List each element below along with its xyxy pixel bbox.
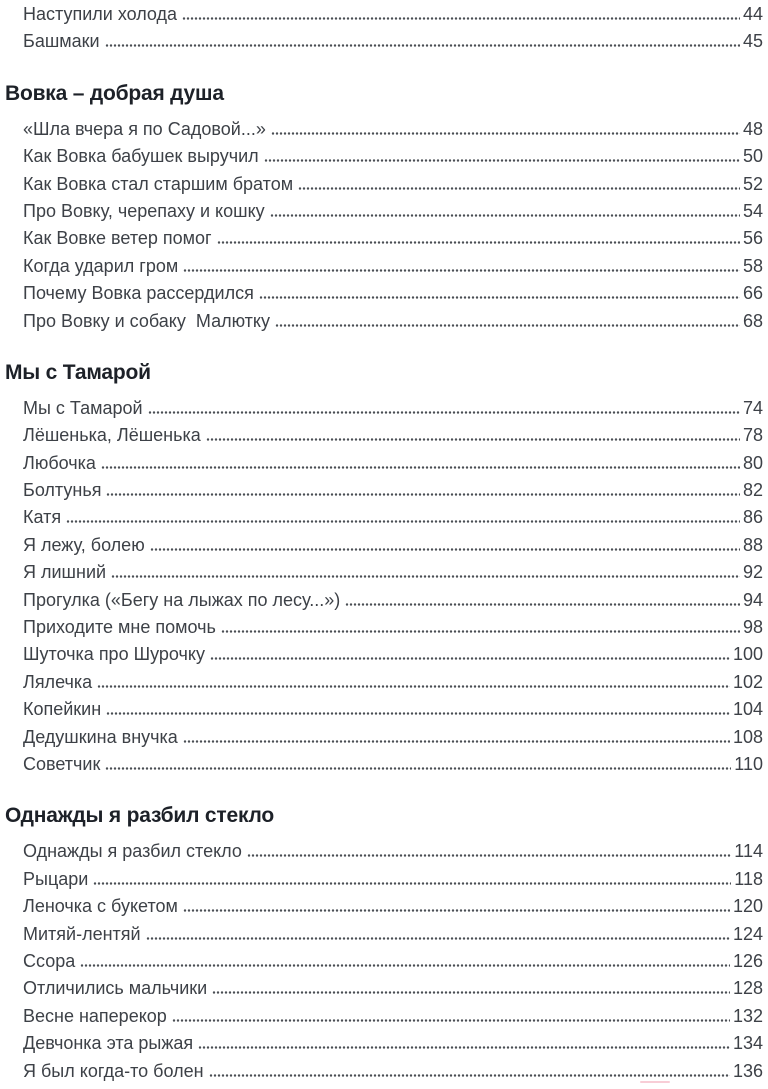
- entry-page-number: 54: [742, 200, 763, 221]
- entry-page-number: 66: [742, 283, 763, 304]
- dot-leader: [101, 466, 740, 469]
- entry-title: Башмаки: [23, 31, 100, 52]
- dot-leader: [209, 1074, 730, 1077]
- entry-title: Про Вовку и собаку Малютку: [23, 310, 271, 331]
- dot-leader: [182, 17, 740, 20]
- toc-entry: [5, 28, 763, 55]
- dot-leader: [150, 548, 740, 551]
- toc-entry: [5, 422, 763, 449]
- toc-entry: [5, 975, 763, 1002]
- entry-title: Дедушкина внучка: [23, 726, 178, 747]
- toc-entry: [5, 477, 763, 504]
- entry-title: Лёшенька, Лёшенька: [23, 425, 201, 446]
- dot-leader: [198, 1046, 730, 1049]
- entry-title: Приходите мне помочь: [23, 617, 216, 638]
- entry-title: Девчонка эта рыжая: [23, 1033, 194, 1054]
- toc-entry: [5, 171, 763, 198]
- dot-leader: [264, 159, 740, 162]
- entry-title: Рыцари: [23, 868, 89, 889]
- entry-title: Как Вовке ветер помог: [23, 228, 212, 249]
- toc-entry: [5, 504, 763, 531]
- entry-page-number: 114: [734, 841, 763, 862]
- toc-entry: [5, 253, 763, 280]
- entry-title: Лялечка: [23, 671, 93, 692]
- table-of-contents: [5, 1, 763, 1085]
- dot-leader: [275, 324, 740, 327]
- toc-entry: [5, 532, 763, 559]
- dot-leader: [183, 909, 730, 912]
- toc-entry: [5, 450, 763, 477]
- dot-leader: [221, 630, 740, 633]
- toc-entry: [5, 395, 763, 422]
- entry-page-number: 94: [742, 589, 763, 610]
- entry-page-number: 134: [732, 1033, 763, 1054]
- entry-title: Я лишний: [23, 562, 107, 583]
- dot-leader: [206, 438, 740, 441]
- entry-title: Отличились мальчики: [23, 978, 208, 999]
- entry-page-number: 56: [742, 228, 763, 249]
- toc-entry: [5, 893, 763, 920]
- entry-title: Весне наперекор: [23, 1005, 167, 1026]
- dot-leader: [93, 882, 731, 885]
- entry-page-number: 44: [742, 4, 763, 24]
- dot-leader: [105, 44, 740, 47]
- toc-section: [5, 1, 763, 56]
- entry-title: «Шла вчера я по Садовой...»: [23, 118, 266, 139]
- toc-entry: [5, 948, 763, 975]
- dot-leader: [148, 411, 740, 414]
- entry-title: Как Вовка бабушек выручил: [23, 146, 259, 167]
- entry-page-number: 80: [742, 452, 763, 473]
- entry-title: Я лежу, болею: [23, 534, 145, 555]
- section-heading: Мы с Тамарой: [5, 360, 151, 384]
- dot-leader: [66, 520, 740, 523]
- dot-leader: [80, 964, 730, 967]
- entry-page-number: 100: [732, 644, 763, 665]
- toc-entry: [5, 198, 763, 225]
- entry-page-number: 136: [732, 1060, 763, 1081]
- dot-leader: [106, 493, 740, 496]
- entry-title: Наступили холода: [23, 4, 178, 24]
- toc-entry: [5, 1030, 763, 1057]
- entry-title: Советчик: [23, 753, 101, 774]
- entry-title: Однажды я разбил стекло: [23, 841, 242, 862]
- entry-title: Катя: [23, 507, 62, 528]
- section-entries: [5, 1, 763, 56]
- entry-page-number: 68: [742, 310, 763, 331]
- entry-page-number: 82: [742, 480, 763, 501]
- entry-page-number: 45: [742, 31, 763, 52]
- entry-page-number: 78: [742, 425, 763, 446]
- dot-leader: [212, 991, 730, 994]
- dot-leader: [146, 937, 730, 940]
- toc-section: [5, 81, 763, 335]
- toc-entry: [5, 866, 763, 893]
- toc-entry: [5, 751, 763, 778]
- entry-page-number: 128: [732, 978, 763, 999]
- entry-title: Митяй-лентяй: [23, 923, 141, 944]
- entry-page-number: 120: [732, 896, 763, 917]
- entry-title: Почему Вовка рассердился: [23, 283, 254, 304]
- toc-entry: [5, 921, 763, 948]
- entry-title: Шуточка про Шурочку: [23, 644, 205, 665]
- entry-page-number: 118: [734, 868, 763, 889]
- dot-leader: [183, 740, 730, 743]
- dot-leader: [183, 269, 740, 272]
- entry-title: Копейкин: [23, 699, 102, 720]
- toc-entry: [5, 696, 763, 723]
- entry-title: Ссора: [23, 950, 76, 971]
- toc-entry: [5, 641, 763, 668]
- dot-leader: [270, 214, 740, 217]
- toc-entry: [5, 669, 763, 696]
- entry-page-number: 104: [732, 699, 763, 720]
- entry-page-number: 108: [732, 726, 763, 747]
- entry-title: Прогулка («Бегу на лыжах по лесу...»): [23, 589, 341, 610]
- dot-leader: [105, 767, 731, 770]
- toc-entry: [5, 225, 763, 252]
- toc-entry: [5, 1003, 763, 1030]
- toc-section: [5, 803, 763, 1085]
- entry-title: Болтунья: [23, 480, 102, 501]
- dot-leader: [97, 685, 730, 688]
- entry-page-number: 102: [732, 671, 763, 692]
- entry-title: Как Вовка стал старшим братом: [23, 173, 294, 194]
- toc-section: [5, 360, 763, 778]
- entry-page-number: 88: [742, 534, 763, 555]
- section-heading: Вовка – добрая душа: [5, 81, 224, 105]
- entry-title: Про Вовку, черепаху и кошку: [23, 200, 265, 221]
- entry-page-number: 58: [742, 255, 763, 276]
- entry-page-number: 50: [742, 146, 763, 167]
- dot-leader: [210, 657, 730, 660]
- entry-title: Мы с Тамарой: [23, 397, 143, 418]
- dot-leader: [111, 575, 740, 578]
- toc-entry: [5, 280, 763, 307]
- section-entries: [5, 395, 763, 778]
- dot-leader: [298, 187, 740, 190]
- section-entries: [5, 116, 763, 335]
- toc-entry: [5, 116, 763, 143]
- toc-entry: [5, 838, 763, 865]
- dot-leader: [345, 603, 740, 606]
- entry-page-number: 98: [742, 617, 763, 638]
- entry-title: Когда ударил гром: [23, 255, 179, 276]
- entry-page-number: 132: [732, 1005, 763, 1026]
- section-heading: Однажды я разбил стекло: [5, 804, 275, 828]
- entry-page-number: 52: [742, 173, 763, 194]
- entry-page-number: 48: [742, 118, 763, 139]
- entry-page-number: 124: [732, 923, 763, 944]
- dot-leader: [259, 296, 740, 299]
- dot-leader: [217, 241, 740, 244]
- entry-title: Я был когда-то болен: [23, 1060, 204, 1081]
- entry-page-number: 86: [742, 507, 763, 528]
- entry-page-number: 92: [742, 562, 763, 583]
- toc-entry: [5, 143, 763, 170]
- toc-entry: [5, 1, 763, 28]
- toc-entry: [5, 614, 763, 641]
- entry-page-number: 74: [742, 397, 763, 418]
- entry-page-number: 126: [732, 950, 763, 971]
- entry-title: Любочка: [23, 452, 96, 473]
- toc-entry: [5, 587, 763, 614]
- entry-title: Леночка с букетом: [23, 896, 178, 917]
- entry-page-number: 110: [734, 753, 763, 774]
- toc-entry: [5, 724, 763, 751]
- toc-entry: [5, 308, 763, 335]
- section-entries: [5, 838, 763, 1085]
- toc-entry: [5, 559, 763, 586]
- dot-leader: [106, 712, 730, 715]
- dot-leader: [247, 854, 731, 857]
- dot-leader: [271, 132, 740, 135]
- scan-artifact-pink-line: [640, 1081, 670, 1083]
- dot-leader: [172, 1019, 730, 1022]
